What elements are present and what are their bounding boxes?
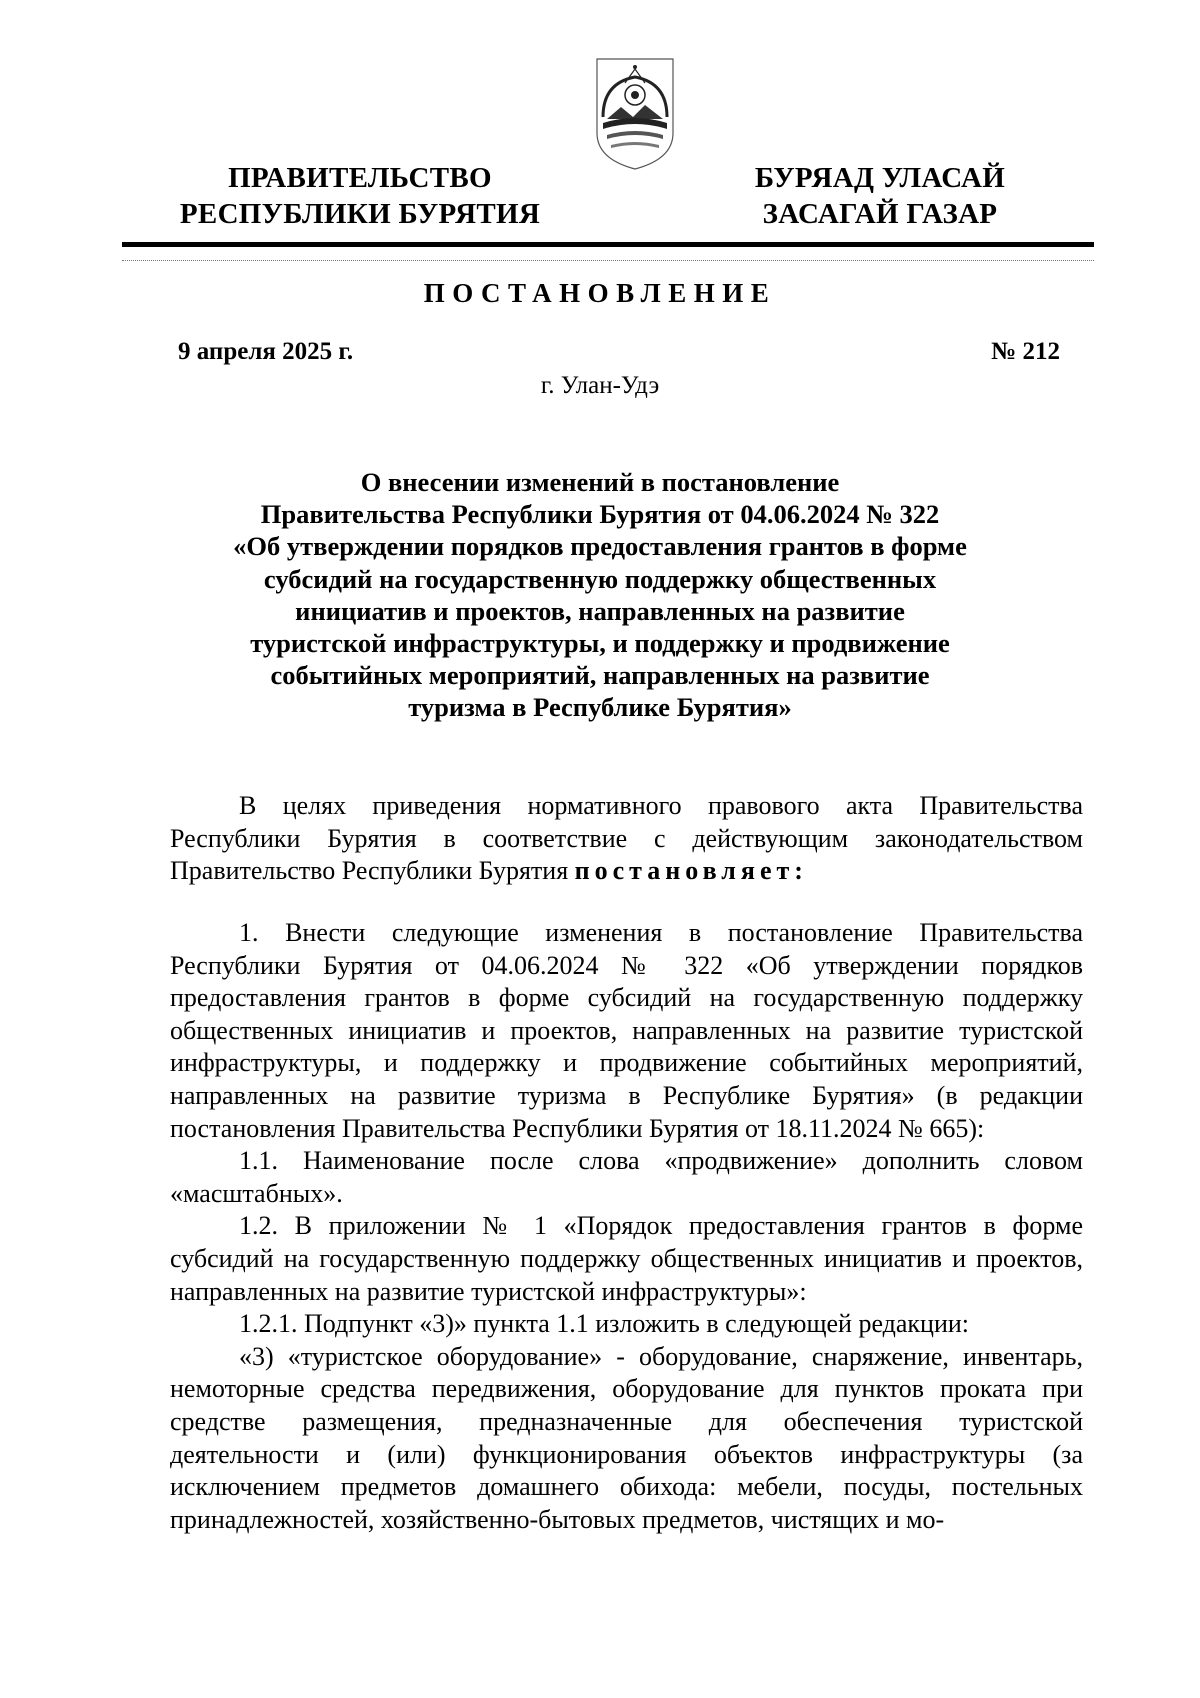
paragraph-item-1-2-1: 1.2.1. Подпункт «3)» пункта 1.1 изложить в следующей редакции:: [239, 1309, 970, 1339]
government-name-russian: [165, 160, 555, 232]
preamble-text: В целях приведения нормативного правового акта Правительства Республики Бурятия в соответствие с действующим законодательством Правительство Республики Бурятия: [170, 791, 1083, 886]
document-number: № 212: [991, 338, 1060, 365]
document-title: [170, 466, 1030, 724]
title-line: инициатив и проектов, направленных на развитие: [295, 595, 905, 626]
coat-of-arms-icon: [593, 55, 677, 173]
government-name-line-1: ПРАВИТЕЛЬСТВО: [228, 162, 492, 194]
document-date: 9 апреля 2025 г.: [178, 338, 354, 365]
header-divider-thick: [122, 242, 1094, 247]
paragraph-item-1-1: 1.1. Наименование после слова «продвижение» дополнить словом «масштабных».: [170, 1146, 1083, 1208]
preamble: [170, 790, 1083, 888]
document-city: г. Улан-Удэ: [540, 372, 660, 399]
paragraph-item-1-2: 1.2. В приложении № 1 «Порядок предоставления грантов в форме субсидий на государственную поддержку общественных инициатив и проектов, направленных на развитие туристской инфраструктуры»:: [170, 1211, 1083, 1306]
title-line: субсидий на государственную поддержку общественных: [263, 563, 937, 594]
resolution-body: [170, 917, 1083, 1536]
title-line: событийных мероприятий, направленных на развитие: [270, 660, 930, 691]
title-line: Правительства Республики Бурятия от 04.06.2024 № 322: [260, 499, 940, 530]
decision-word: постановляет:: [574, 856, 808, 886]
government-name-buryat-line-1: БУРЯАД УЛАСАЙ: [754, 162, 1006, 194]
government-name-buryat: [735, 160, 1025, 232]
government-name-line-2: РЕСПУБЛИКИ БУРЯТИЯ: [179, 198, 541, 230]
government-name-buryat-line-2: ЗАСАГАЙ ГАЗАР: [762, 198, 998, 230]
title-line: туристской инфраструктуры, и поддержку и продвижение: [250, 628, 950, 659]
header-divider-thin: [122, 260, 1094, 261]
title-line: «Об утверждении порядков предоставления грантов в форме: [233, 531, 967, 562]
title-line: О внесении изменений в постановление: [360, 467, 840, 497]
preamble-paragraph: [170, 790, 1083, 888]
paragraph-item-1: 1. Внести следующие изменения в постановление Правительства Республики Бурятия от 04.06.2024 № 322 «Об утверждении порядков предоставления грантов в форме субсидий на государственную поддержку общественных инициатив и проектов, направленных на развитие туристской инфраструктуры, и поддержку и продвижение событийных мероприятий, направленных на развитие туризма в Республике Бурятия» (в редакции постановления Правительства Республики Бурятия от 18.11.2024 № 665):: [170, 918, 1083, 1143]
paragraph-item-quote-3: «3) «туристское оборудование» - оборудование, снаряжение, инвентарь, немоторные средства передвижения, оборудование для пунктов проката при средстве размещения, предназначенные для обеспечения туристской деятельности и (или) функционирования объектов инфраструктуры (за исключением предметов домашнего обихода: мебели, посуды, постельных принадлежностей, хозяйственно-бытовых предметов, чистящих и мо-: [170, 1341, 1083, 1534]
title-line: туризма в Республике Бурятия»: [408, 692, 792, 723]
document-type: ПОСТАНОВЛЕНИЕ: [423, 278, 777, 308]
